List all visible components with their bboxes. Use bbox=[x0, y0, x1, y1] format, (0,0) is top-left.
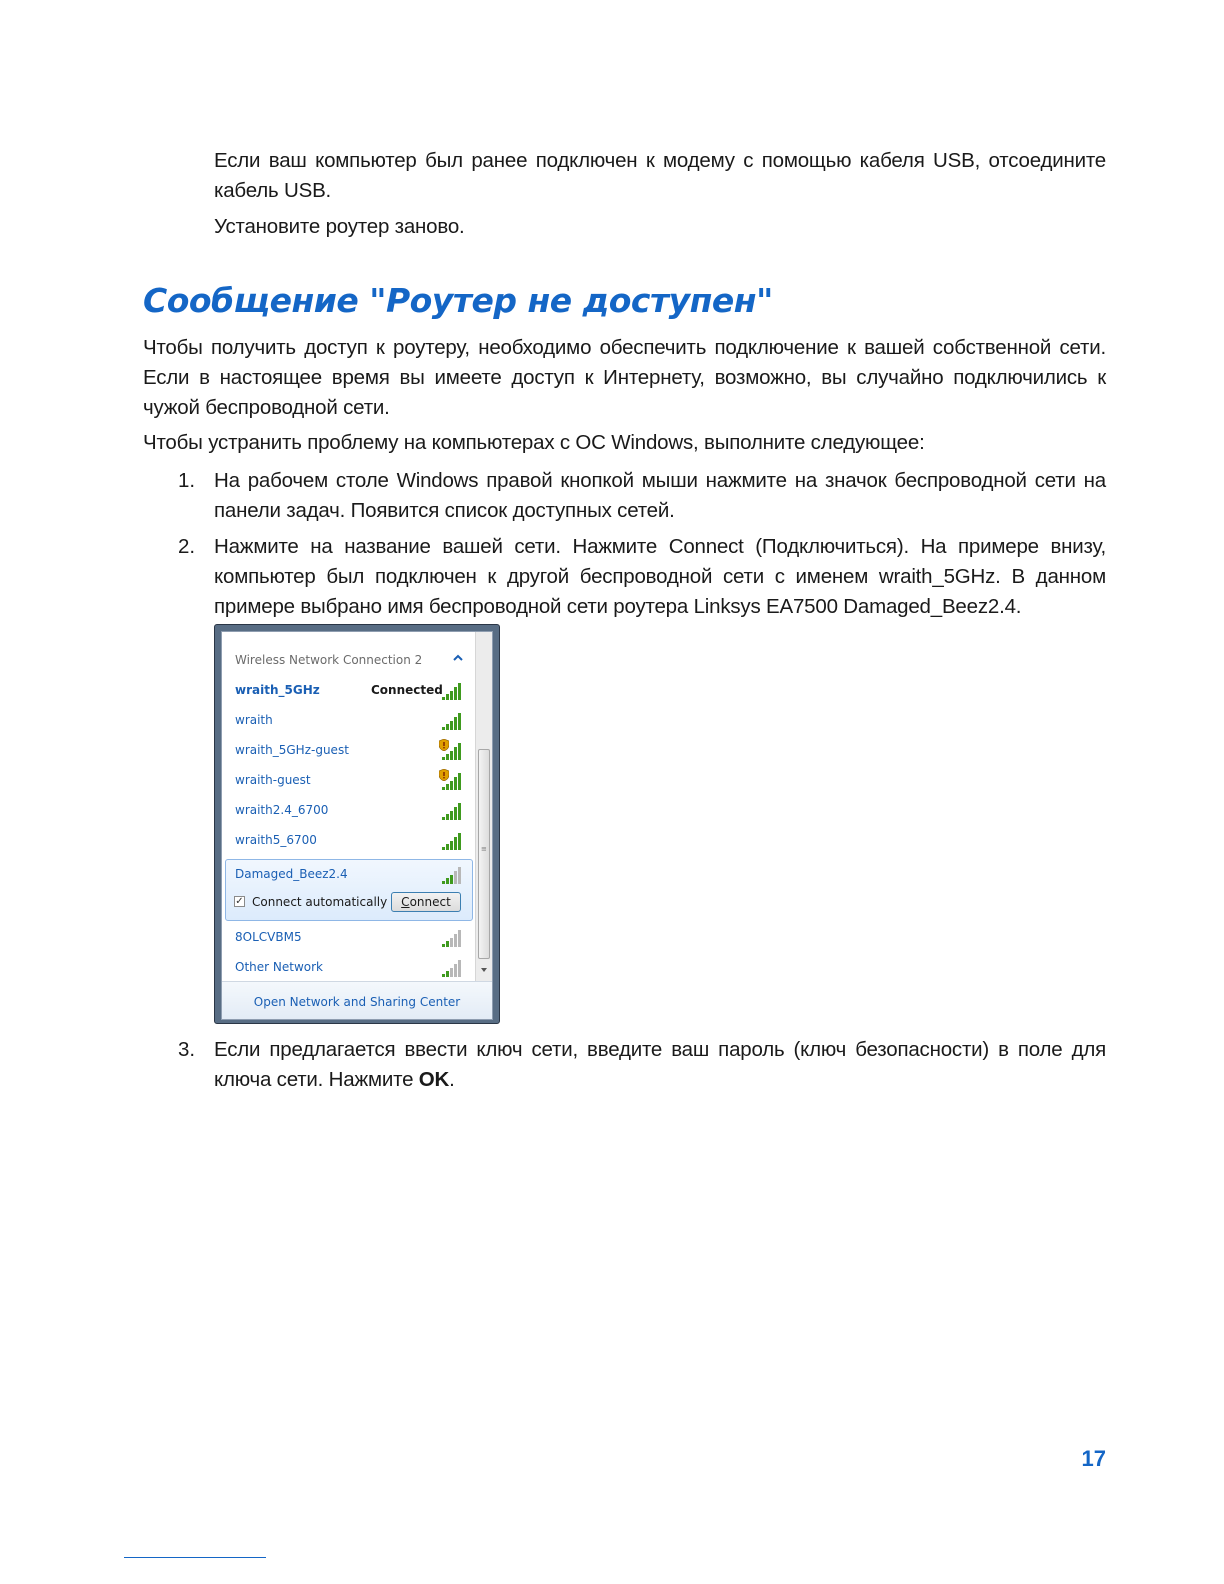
network-sharing-center-link[interactable]: Open Network and Sharing Center bbox=[253, 995, 461, 1009]
signal-bar bbox=[446, 694, 449, 700]
signal-bar bbox=[458, 743, 461, 760]
step-number: 3. bbox=[178, 1038, 196, 1061]
network-list bbox=[222, 632, 474, 981]
signal-bar bbox=[450, 751, 453, 760]
network-row[interactable] bbox=[222, 706, 474, 736]
signal-bar bbox=[454, 964, 457, 977]
network-row[interactable] bbox=[222, 796, 474, 826]
connect-button-label: onnect bbox=[409, 895, 451, 909]
signal-strength-icon bbox=[441, 801, 465, 821]
signal-bar bbox=[442, 727, 445, 730]
scrollbar[interactable] bbox=[475, 632, 492, 981]
page-number: 17 bbox=[1081, 1446, 1106, 1471]
connect-automatically-checkbox[interactable]: ✓ bbox=[235, 896, 244, 907]
signal-bar bbox=[442, 881, 445, 884]
signal-bar bbox=[446, 878, 449, 884]
signal-bar bbox=[450, 691, 453, 700]
signal-bar bbox=[458, 930, 461, 947]
connection-status: Connected bbox=[371, 683, 443, 697]
footer-rule bbox=[124, 1557, 266, 1558]
signal-strength-icon bbox=[441, 865, 465, 885]
signal-bar bbox=[458, 773, 461, 790]
network-row[interactable] bbox=[222, 826, 474, 856]
step-text: Нажмите на название вашей сети. Нажмите Connect (Подключиться). На примере внизу, компьютер был подключен к другой беспроводной сети с именем wraith_5GHz. В данном примере выбрано имя беспроводной сети роутера Linksys EA7500 Damaged_Beez2.4. bbox=[214, 535, 1106, 618]
signal-strength-icon bbox=[441, 958, 465, 978]
scrollbar-thumb[interactable] bbox=[478, 749, 490, 959]
signal-bar bbox=[446, 814, 449, 820]
step-number: 1. bbox=[178, 469, 196, 492]
connection-header: Wireless Network Connection 2 bbox=[235, 653, 423, 667]
network-name: wraith_5GHz bbox=[235, 683, 320, 697]
signal-bar bbox=[450, 875, 453, 884]
ok-emphasis: OK bbox=[418, 1068, 450, 1091]
signal-bar bbox=[454, 777, 457, 790]
network-row[interactable] bbox=[222, 953, 474, 981]
signal-bar bbox=[450, 811, 453, 820]
signal-strength-icon bbox=[441, 711, 465, 731]
scroll-down-arrow-icon[interactable] bbox=[481, 968, 487, 972]
step-text bbox=[214, 1035, 1106, 1095]
grip-icon: ≡ bbox=[481, 845, 487, 853]
signal-bar bbox=[450, 841, 453, 850]
signal-bar bbox=[458, 960, 461, 977]
signal-bar bbox=[458, 867, 461, 884]
network-row[interactable] bbox=[222, 736, 474, 766]
network-name: wraith2.4_6700 bbox=[235, 803, 329, 817]
network-name: Other Network bbox=[235, 960, 323, 974]
signal-bar bbox=[450, 938, 453, 947]
network-name: wraith_5GHz-guest bbox=[235, 743, 349, 757]
network-name: Damaged_Beez2.4 bbox=[235, 867, 348, 881]
security-warning-shield-icon bbox=[439, 769, 449, 781]
signal-bar bbox=[446, 784, 449, 790]
signal-bar bbox=[454, 747, 457, 760]
network-row[interactable] bbox=[222, 676, 474, 706]
signal-bar bbox=[446, 754, 449, 760]
usb-paragraph: Если ваш компьютер был ранее подключен к модему с помощью кабеля USB, отсоедините кабель USB. bbox=[214, 149, 1106, 202]
signal-bar bbox=[446, 724, 449, 730]
signal-strength-icon bbox=[441, 831, 465, 851]
wireless-networks-screenshot bbox=[214, 624, 500, 1024]
connect-button-mnemonic: C bbox=[401, 895, 410, 909]
network-row[interactable] bbox=[222, 766, 474, 796]
step-number: 2. bbox=[178, 535, 196, 558]
connect-button[interactable] bbox=[391, 892, 461, 912]
signal-bar bbox=[450, 721, 453, 730]
reinstall-paragraph: Установите роутер заново. bbox=[214, 215, 465, 238]
section-title: Сообщение "Роутер не доступен" bbox=[143, 281, 773, 320]
popup-panel bbox=[221, 631, 493, 1020]
signal-bar bbox=[458, 803, 461, 820]
signal-bar bbox=[446, 941, 449, 947]
signal-bar bbox=[442, 757, 445, 760]
selected-network[interactable] bbox=[225, 859, 473, 921]
signal-bar bbox=[458, 683, 461, 700]
signal-bar bbox=[454, 934, 457, 947]
signal-bar bbox=[454, 717, 457, 730]
signal-bar bbox=[450, 781, 453, 790]
signal-bar bbox=[442, 787, 445, 790]
signal-bar bbox=[446, 971, 449, 977]
signal-bar bbox=[454, 871, 457, 884]
intro-paragraph: Чтобы получить доступ к роутеру, необходимо обеспечить подключение к вашей собственной сети. Если в настоящее время вы имеете доступ к Интернету, возможно, вы случайно подключились к чужой беспроводной сети. bbox=[143, 336, 1106, 419]
connect-automatically-label: Connect automatically bbox=[252, 895, 388, 909]
signal-bar bbox=[458, 833, 461, 850]
security-warning-shield-icon bbox=[439, 739, 449, 751]
signal-bar bbox=[446, 844, 449, 850]
network-name: wraith bbox=[235, 713, 273, 727]
signal-bar bbox=[442, 974, 445, 977]
popup-footer bbox=[222, 982, 492, 1019]
network-row[interactable] bbox=[222, 923, 474, 953]
signal-strength-icon bbox=[441, 681, 465, 701]
step-text-start: Если предлагается ввести ключ сети, введите ваш пароль (ключ безопасности) в поле для ключа сети. Нажмите bbox=[214, 1038, 1106, 1091]
chevron-up-icon[interactable] bbox=[453, 654, 463, 662]
signal-strength-icon bbox=[441, 928, 465, 948]
signal-bar bbox=[454, 687, 457, 700]
step-text-end: . bbox=[449, 1068, 455, 1091]
signal-bar bbox=[454, 807, 457, 820]
signal-bar bbox=[450, 968, 453, 977]
signal-bar bbox=[442, 817, 445, 820]
signal-bar bbox=[458, 713, 461, 730]
signal-bar bbox=[454, 837, 457, 850]
signal-bar bbox=[442, 697, 445, 700]
windows-paragraph: Чтобы устранить проблему на компьютерах с ОС Windows, выполните следующее: bbox=[143, 431, 925, 454]
signal-bar bbox=[442, 847, 445, 850]
network-name: 8OLCVBM5 bbox=[235, 930, 302, 944]
step-text: На рабочем столе Windows правой кнопкой мыши нажмите на значок беспроводной сети на панели задач. Появится список доступных сетей. bbox=[214, 469, 1106, 522]
network-name: wraith-guest bbox=[235, 773, 311, 787]
network-name: wraith5_6700 bbox=[235, 833, 317, 847]
signal-bar bbox=[442, 944, 445, 947]
